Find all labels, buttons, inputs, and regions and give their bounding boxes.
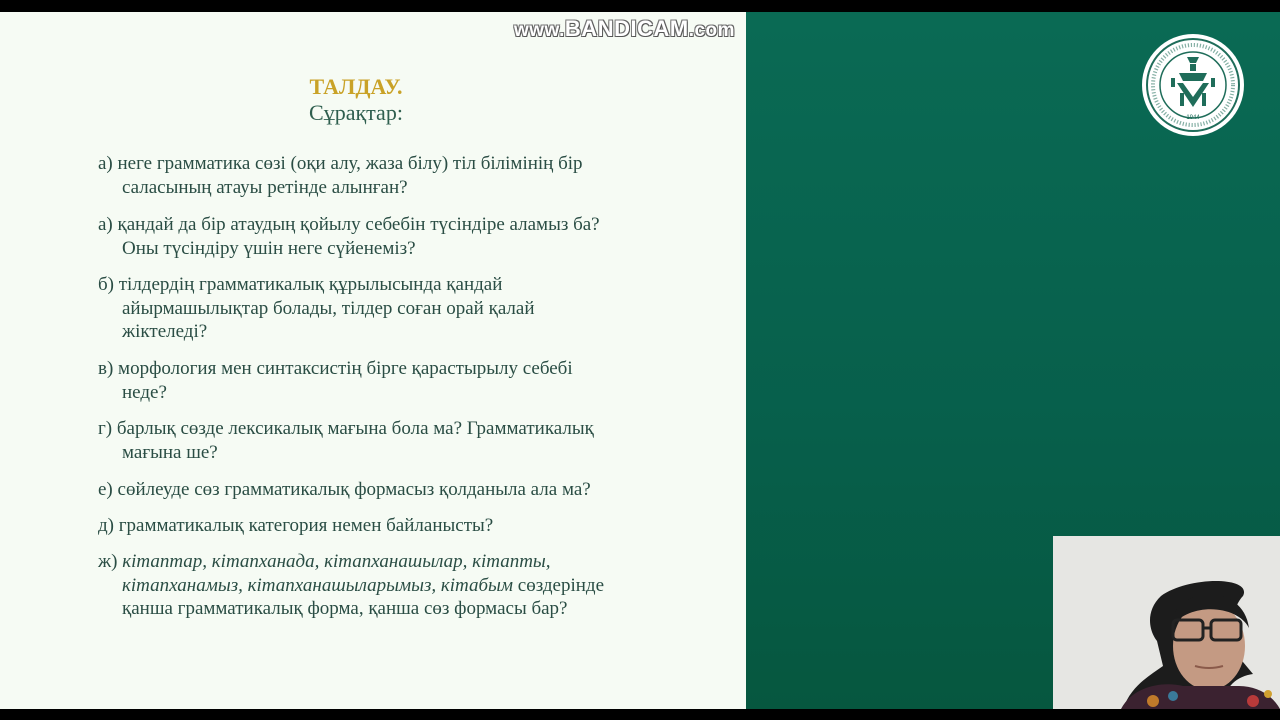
- slide-subtitle: Сұрақтар:: [309, 100, 403, 125]
- bandicam-watermark: www.BANDICAM.com: [514, 16, 736, 41]
- question-item: б) тілдердің грамматикалық құрылысында қандай айырмашылықтар болады, тілдер соған орай қалай жіктеледі?: [98, 274, 535, 342]
- svg-text:1944: 1944: [1186, 115, 1200, 121]
- question-item: в) морфология мен синтаксистің бірге қарастырылу себебі неде?: [98, 358, 573, 403]
- top-letterbox: [0, 0, 1280, 12]
- question-item: г) барлық сөзде лексикалық мағына бола ма? Грамматикалық мағына ше?: [98, 418, 594, 463]
- question-item: д) грамматикалық категория немен байланысты?: [98, 515, 494, 536]
- question-item: е) сөйлеуде сөз грамматикалық формасыз қолданыла ала ма?: [98, 479, 591, 500]
- slide-title: ТАЛДАУ.: [309, 74, 403, 99]
- question-item: а) қандай да бір атаудың қойылу себебін түсіндіре аламыз ба? Оны түсіндіру үшін неге сүйенеміз?: [98, 214, 600, 259]
- bottom-letterbox: [0, 709, 1280, 720]
- webcam-overlay: [1053, 536, 1280, 709]
- question-item: ж) кітаптар, кітапханада, кітапханашылар, кітапты, кітапханамыз, кітапханашыларымыз, кітабым сөздерінде қанша грамматикалық форма, қанша сөз формасы бар?: [98, 551, 605, 619]
- question-item: а) неге грамматика сөзі (оқи алу, жаза білу) тіл білімінің бір саласының атауы ретінде алынған?: [98, 153, 583, 198]
- university-logo-icon: [1141, 33, 1245, 137]
